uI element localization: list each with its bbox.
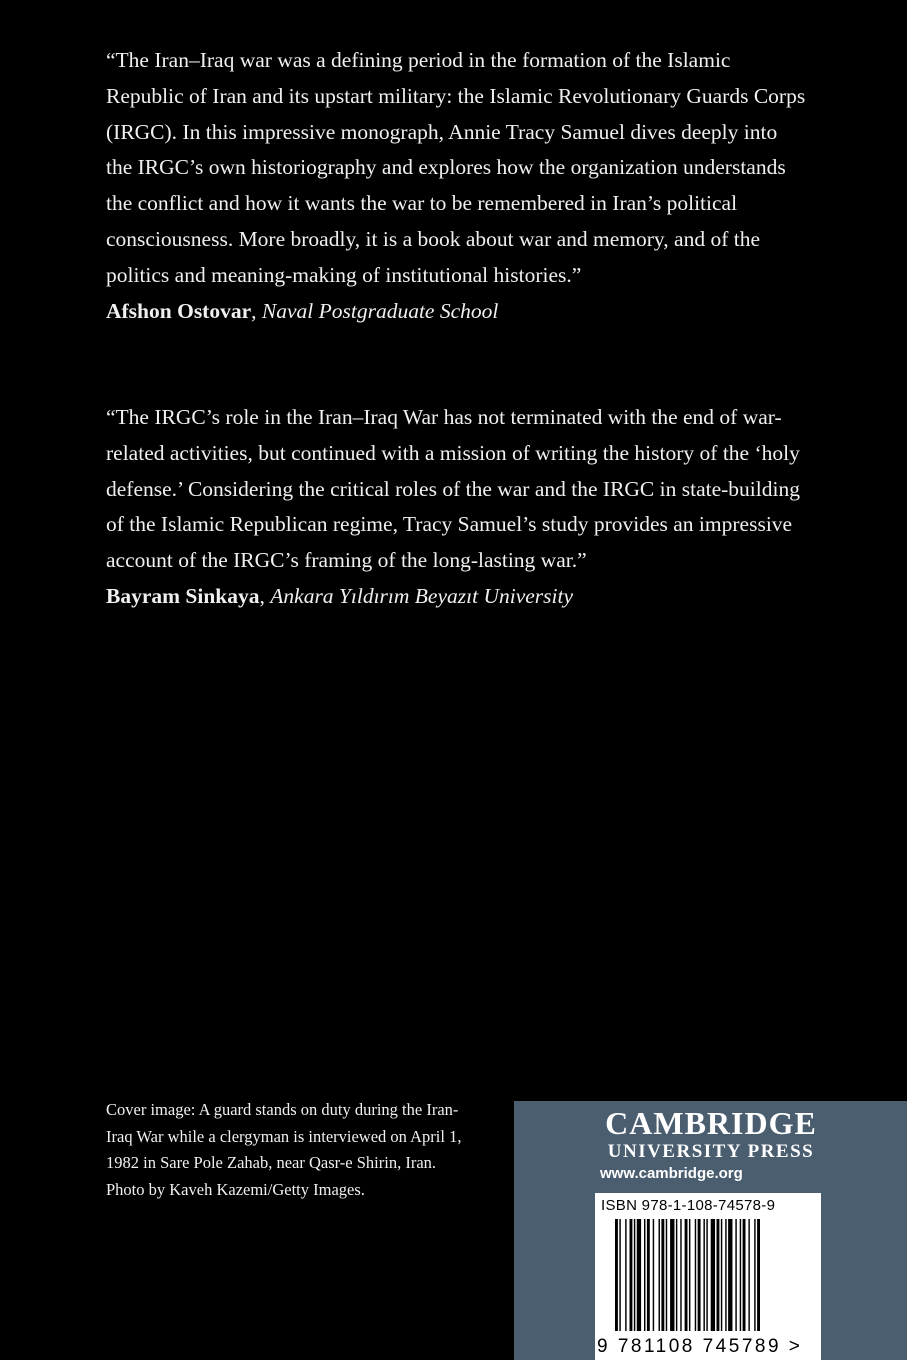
cover-image-caption: Cover image: A guard stands on duty during the Iran-Iraq War while a clergyman is interviewed on April 1, 1982 in Sare Pole Zahab, near Qasr-e Shirin, Iran. Photo by Kaveh Kazemi/Getty Images. <box>106 1100 462 1199</box>
publisher-subname: UNIVERSITY PRESS <box>607 1141 815 1162</box>
name-separator: , <box>259 583 271 608</box>
endorser-name: Afshon Ostovar <box>106 298 252 323</box>
barcode-digits: 9 781108 745789 > <box>597 1336 803 1357</box>
name-separator: , <box>251 298 262 323</box>
publisher-name: CAMBRIDGE <box>605 1105 817 1141</box>
endorser-name: Bayram Sinkaya <box>106 583 260 608</box>
publisher-panel <box>514 1101 907 1360</box>
quote-text: “The IRGC’s role in the Iran–Iraq War has not terminated with the end of war-related activities, but continued with a mission of writing the history of the ‘holy defense.’ Considering the critical roles of the war and the IRGC in state-building of the Islamic Republican regime, Tracy Samuel’s study provides an impressive account of the IRGC’s framing of the long-lasting war.” <box>106 405 800 573</box>
endorsement-quote-1 <box>106 43 806 329</box>
publisher-logo <box>596 1105 826 1185</box>
endorser-affiliation: Naval Postgraduate School <box>261 298 499 323</box>
barcode-bars <box>615 1219 805 1331</box>
isbn-barcode <box>595 1193 821 1360</box>
endorsement-quote-2 <box>106 400 806 615</box>
endorser-affiliation: Ankara Yıldırım Beyazıt University <box>270 583 574 608</box>
publisher-url: www.cambridge.org <box>600 1165 743 1182</box>
quote-text: “The Iran–Iraq war was a defining period in the formation of the Islamic Republic of Iran and its upstart military: the Islamic Revolutionary Guards Corps (IRGC). In this impressive monograph, Annie Tracy Samuel dives deeply into the IRGC’s own historiography and explores how the organization understands the conflict and how it wants the war to be remembered in Iran’s political consciousness. More broadly, it is a book about war and memory, and of the politics and meaning-making of institutional histories.” <box>106 48 806 287</box>
isbn-label: ISBN 978-1-108-74578-9 <box>601 1197 776 1214</box>
